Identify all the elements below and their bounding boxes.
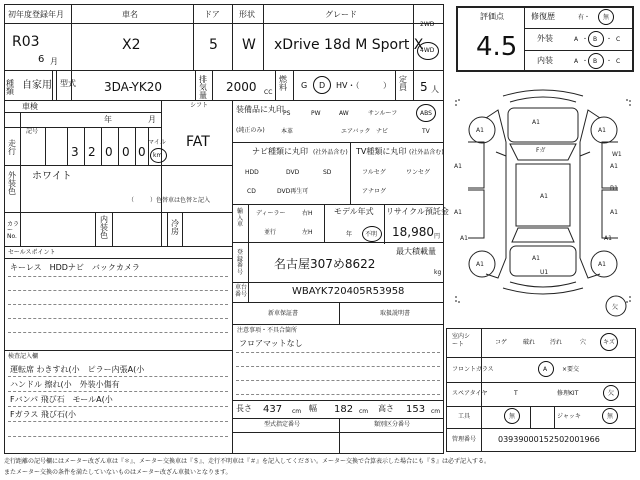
damage-mark: A1 (532, 255, 540, 262)
ext-sep: ・ (582, 36, 589, 43)
damage-mark: A1 (476, 261, 484, 268)
length-label: 長さ (236, 404, 252, 413)
shaken-month-unit: 月 (148, 115, 156, 124)
first-reg-era: R03 (12, 34, 40, 50)
damage-mark: A1 (598, 261, 606, 268)
exterior-color-label: 外装色 (8, 171, 16, 196)
capacity-label: 定員 (399, 75, 407, 92)
footer-line-2: またメーター交換の条件を満たしていないものはメーター改ざん車扱いとなります。 (4, 469, 232, 476)
equip-item: 本革 (281, 128, 294, 135)
tools-value: 無 (509, 413, 516, 420)
length-value: 437 (263, 404, 283, 415)
sheet-option: キズ (603, 339, 615, 346)
parallel: 並行 (264, 229, 277, 236)
vin-value: WBAYK720405R53958 (292, 286, 405, 297)
repair-label: 修復歴 (531, 12, 555, 21)
ext-grade-c: C (616, 36, 621, 43)
height-value: 153 (406, 404, 426, 415)
notes-text: フロアマットなし (239, 339, 303, 348)
fuel-d: D (319, 81, 326, 90)
width-unit: cm (359, 408, 369, 415)
spare-t: T (514, 390, 518, 397)
manual: 取扱説明書 (380, 310, 411, 317)
capacity-unit: 人 (431, 85, 439, 94)
int-sep: ・ (606, 58, 613, 65)
model-value: 3DA-YK20 (104, 80, 162, 94)
tv-option: アナログ (362, 188, 387, 195)
spare-kit: 修理KIT (557, 390, 579, 397)
mileage-label: 走行 (8, 139, 16, 156)
navi-option: CD (247, 188, 256, 195)
doors-label: ドア (204, 10, 220, 19)
dealer: ディーラー (256, 210, 286, 217)
damage-mark: W1 (612, 151, 622, 158)
mileage-digit: 2 (88, 145, 96, 159)
inspector-line: Fガラス 飛び石(小 (10, 410, 77, 419)
color-note: ）色替車は色替と記入 (150, 197, 211, 204)
tools-label: 工具 (458, 413, 471, 420)
car-name: X2 (122, 37, 141, 53)
spare-missing: 欠 (608, 390, 615, 397)
damage-mark: B1 (610, 185, 618, 192)
grade-value: xDrive 18d M Sport X (274, 37, 424, 53)
int-sep: ・ (582, 58, 589, 65)
reg-number-label: 登録番号 (237, 249, 244, 276)
shape-label: 形状 (239, 10, 255, 19)
glass-a: A (543, 366, 548, 373)
damage-mark: A1 (476, 127, 484, 134)
exterior-color-value: ホワイト (32, 171, 72, 182)
drive-2wd: 2WD (420, 21, 435, 28)
score-value: 4.5 (476, 32, 518, 62)
ext-grade-b: B (593, 36, 598, 43)
mileage-digit: 0 (122, 145, 130, 159)
vin-label: 車台番号 (235, 284, 248, 298)
equip-item: エアバック (341, 128, 371, 135)
sheet-option: 破れ (523, 339, 536, 346)
interior-color-label: 内装色 (100, 215, 108, 240)
navi-option: HDD (245, 169, 259, 176)
damage-mark: A1 (610, 209, 618, 216)
jack-value: 無 (607, 413, 614, 420)
equip-item: サンルーフ (368, 110, 398, 117)
footer-line-1: 走行距離の記号欄にはメーター改ざん車は『＊』、メーター交換車は『＄』、走行不明車は『＃』を記入してください。メーター交換で合算表示した場合にも『＄』は必ず記入する。 (4, 458, 491, 465)
km-label: km (153, 152, 163, 159)
damage-mark: A1 (610, 163, 618, 170)
inspector-line: ハンドル 擦れ(小 外装小傷有 (10, 380, 120, 389)
mileage-digit: 0 (138, 145, 146, 159)
drive-4wd: 4WD (420, 47, 435, 54)
car-diagram (448, 78, 638, 324)
navi-title: ナビ種類に丸印 (252, 147, 308, 156)
equipment-title: 装備品に丸印 (236, 105, 284, 114)
tv-sub: (社外品含む) (409, 149, 444, 156)
new-car-warranty: 新車保証書 (268, 310, 299, 317)
damage-mark: U1 (540, 269, 549, 276)
recycle-label: リサイクル預託金 (386, 207, 449, 216)
shift-value: FAT (186, 134, 210, 150)
mileage-digit: 0 (105, 145, 113, 159)
int-grade-b: B (593, 58, 598, 65)
width-label: 幅 (309, 404, 317, 413)
damage-mark: A1 (598, 127, 606, 134)
doors-value: 5 (209, 37, 218, 53)
height-unit: cm (431, 408, 441, 415)
sheet-option: 穴 (580, 339, 587, 346)
fuel-label: 燃料 (279, 75, 287, 92)
height-label: 高さ (378, 404, 394, 413)
shaken-year-unit: 年 (104, 115, 112, 124)
navi-sub: (社外品含む) (313, 149, 348, 156)
import-label: 輸入車 (237, 208, 244, 229)
type-label: 種類 (6, 79, 14, 96)
repair-no: 無 (603, 14, 610, 21)
glass-none: ×要交 (562, 366, 580, 373)
damage-mark: A1 (454, 209, 462, 216)
color-no-label: カラーNo. (7, 221, 20, 240)
interior-sheet-label: 室内シート (452, 333, 471, 349)
damage-mark: A1 (604, 235, 612, 242)
spare-mark: 欠 (612, 304, 619, 311)
left-hand: 左H (302, 229, 313, 236)
reg-number: 名古屋307め8622 (274, 257, 376, 271)
fuel-close: ） (383, 81, 391, 90)
first-reg-month: 6 (38, 54, 45, 65)
damage-mark: A1 (532, 119, 540, 126)
shift-label: シフト (190, 102, 209, 109)
interior-grade-label: 内装 (537, 56, 553, 65)
mgmt-number: 0393900015250200196​6 (498, 435, 600, 444)
notes-label: 注意事項・不具合箇所 (237, 327, 298, 334)
shape-value: W (242, 37, 256, 53)
length-unit: cm (292, 408, 302, 415)
equip-item: AW (339, 110, 349, 117)
equip-item: ナビ (376, 128, 389, 135)
navi-option: DVD (286, 169, 300, 176)
capacity-value: 5 (420, 80, 428, 94)
score-label: 評価点 (480, 12, 504, 21)
shaken-label: 車検 (22, 102, 38, 111)
cold-label: 冷房 (171, 219, 179, 236)
ext-grade-a: A (574, 36, 579, 43)
grade-label: グレード (325, 10, 357, 19)
unknown: 不明 (365, 231, 378, 238)
ext-sep: ・ (606, 36, 613, 43)
tv-option: ワンセグ (406, 169, 431, 176)
damage-mark: A1 (540, 193, 548, 200)
equipment-subtitle: (純正のみ) (236, 127, 265, 134)
model-year-unit: 年 (346, 231, 353, 238)
front-glass-label: フロントガラス (452, 366, 494, 373)
displacement-value: 2000 (226, 80, 257, 94)
damage-mark: A1 (460, 235, 468, 242)
kg: kg (434, 269, 442, 276)
sheet-option: コゲ (495, 339, 508, 346)
navi-option: DVD再生可 (277, 188, 309, 195)
mileage-note-label: 記号 (26, 128, 39, 135)
sales-points-label: セールスポイント (8, 249, 56, 256)
right-hand: 右H (302, 210, 313, 217)
first-reg-label: 初年度登録年月 (8, 10, 64, 19)
mileage-digit: 3 (71, 145, 79, 159)
damage-mark: A1 (454, 163, 462, 170)
color-note-open: （ (128, 197, 135, 204)
int-grade-a: A (574, 58, 579, 65)
exterior-grade-label: 外装 (537, 34, 553, 43)
tv-option: フルセグ (362, 169, 386, 176)
glass-note: Fガ (536, 147, 546, 154)
disp-label: 排気量 (199, 75, 207, 100)
model-label: 型式 (60, 79, 76, 88)
equip-item: PS (283, 110, 291, 117)
first-reg-month-unit: 月 (50, 57, 58, 66)
int-grade-c: C (616, 58, 621, 65)
type-designation: 型式指定番号 (264, 421, 301, 428)
equip-item: ABS (420, 110, 432, 117)
equip-item: PW (311, 110, 321, 117)
spare-label: スペアタイヤ (452, 390, 488, 397)
sales-points-text: キーレス HDDナビ バックカメラ (10, 263, 140, 272)
model-year-label: モデル年式 (334, 207, 374, 216)
inspector-line: 運転席 わきすれ(小 ピラー内張A(小 (10, 365, 145, 374)
mile-label: マイル (148, 139, 166, 146)
cc-unit: CC (264, 89, 273, 96)
inspector-line: Fバンパ 飛び石 モールA(小 (10, 395, 113, 404)
sheet-option: 汚れ (550, 339, 563, 346)
max-load-label: 最大積載量 (396, 247, 436, 256)
category-number: 類別区分番号 (374, 421, 411, 428)
recycle-amount: 18,980 (392, 225, 434, 239)
navi-option: SD (323, 169, 332, 176)
equip-item: TV (422, 128, 430, 135)
fuel-g: G (301, 81, 308, 90)
tv-title: TV種類に丸印 (356, 147, 407, 156)
inspector-label: 検査記入欄 (8, 353, 39, 360)
jack-label: ジャッキ (557, 413, 581, 420)
fuel-hv: HV・（ (336, 81, 360, 90)
width-value: 182 (334, 404, 354, 415)
private-use: 自家用 (22, 80, 52, 91)
car-name-label: 車名 (122, 10, 138, 19)
repair-yes: 有・ (578, 14, 591, 21)
yen: 円 (434, 233, 441, 240)
mgmt-label: 管理番号 (452, 436, 477, 443)
